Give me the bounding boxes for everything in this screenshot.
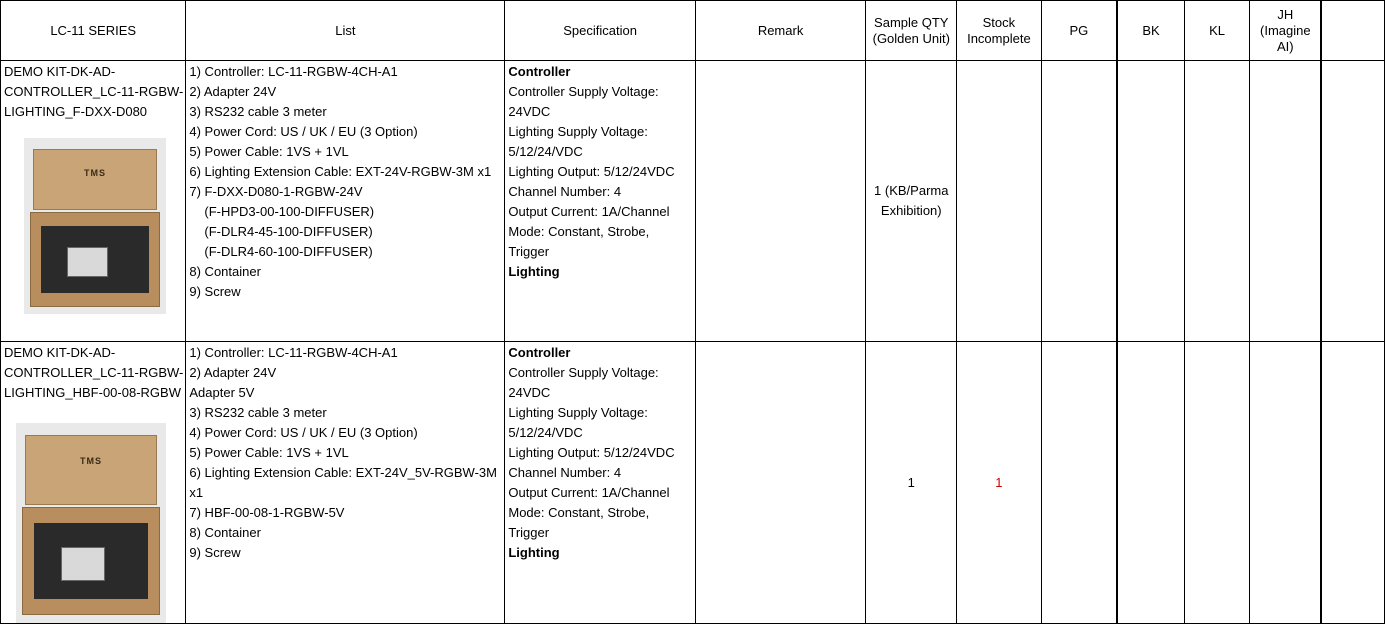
spec-line: Mode: Constant, Strobe, (508, 224, 650, 239)
header-row (1, 1, 1385, 61)
header-sample-qty: Sample QTY (Golden Unit) (866, 1, 957, 61)
list-item: 3) RS232 cable 3 meter (189, 405, 327, 420)
spec-line: Controller Supply Voltage: (508, 84, 659, 99)
header-remark: Remark (695, 1, 865, 61)
product-name-cell (1, 61, 186, 342)
list-item: 6) Lighting Extension Cable: EXT-24V-RGBW-3M x1 (189, 164, 492, 179)
product-name-line: CONTROLLER_LC-11-RGBW- (4, 365, 184, 380)
spec-line: Channel Number: 4 (508, 184, 622, 199)
list-item: 3) RS232 cable 3 meter (189, 104, 327, 119)
spec-line: Trigger (508, 525, 550, 540)
spec-line: 24VDC (508, 104, 551, 119)
spec-line: 5/12/24/VDC (508, 144, 583, 159)
header-series: LC-11 SERIES (1, 1, 186, 61)
list-item: 8) Container (189, 525, 261, 540)
spec-heading: Controller (508, 345, 571, 360)
spec-heading: Controller (508, 64, 571, 79)
header-stock-incomplete: Stock Incomplete (957, 1, 1041, 61)
sample-qty-line: 1 (907, 474, 915, 490)
box-logo: TMS (84, 167, 106, 178)
spec-heading: Lighting (508, 264, 560, 279)
spec-line: Lighting Supply Voltage: (508, 124, 648, 139)
specification-cell (505, 342, 696, 624)
box-device (67, 247, 109, 277)
spec-line: 5/12/24/VDC (508, 425, 583, 440)
product-name-line: LIGHTING_HBF-00-08-RGBW (4, 385, 181, 400)
remark-cell (695, 342, 865, 624)
list-item: 4) Power Cord: US / UK / EU (3 Option) (189, 124, 418, 139)
list-item: x1 (189, 485, 204, 500)
pg-cell (1041, 61, 1117, 342)
header-jh: JH (Imagine AI) (1250, 1, 1321, 61)
bk-cell (1117, 342, 1184, 624)
spec-heading: Lighting (508, 545, 560, 560)
sample-qty-cell (866, 61, 957, 342)
list-item: 6) Lighting Extension Cable: EXT-24V_5V-RGBW-3M (189, 465, 497, 480)
sample-qty-line: Exhibition) (880, 203, 942, 218)
table-row (1, 342, 1385, 624)
bk-cell (1117, 61, 1184, 342)
header-extra (1321, 1, 1384, 61)
sample-qty-cell (866, 342, 957, 624)
spec-line: 24VDC (508, 385, 551, 400)
list-cell (186, 342, 505, 624)
list-item: 9) Screw (189, 284, 241, 299)
list-item: 2) Adapter 24V (189, 84, 277, 99)
header-bk: BK (1117, 1, 1184, 61)
product-name-line: LIGHTING_F-DXX-D080 (4, 104, 148, 119)
header-kl: KL (1184, 1, 1250, 61)
list-item: 1) Controller: LC-11-RGBW-4CH-A1 (189, 345, 398, 360)
spec-line: Lighting Output: 5/12/24VDC (508, 164, 675, 179)
product-name-line: DEMO KIT-DK-AD- (4, 64, 116, 79)
list-item: 2) Adapter 24V (189, 365, 277, 380)
spec-line: Lighting Supply Voltage: (508, 405, 648, 420)
kl-cell (1184, 61, 1250, 342)
list-item: (F-DLR4-60-100-DIFFUSER) (204, 244, 373, 259)
header-list: List (186, 1, 505, 61)
list-item: 5) Power Cable: 1VS + 1VL (189, 144, 349, 159)
list-item: 5) Power Cable: 1VS + 1VL (189, 445, 349, 460)
jh-cell (1250, 61, 1321, 342)
spec-line: Trigger (508, 244, 550, 259)
header-specification: Specification (505, 1, 696, 61)
spec-line: Controller Supply Voltage: (508, 365, 659, 380)
list-item: 8) Container (189, 264, 261, 279)
list-item: 7) F-DXX-D080-1-RGBW-24V (189, 184, 363, 199)
header-pg: PG (1041, 1, 1117, 61)
product-name-cell (1, 342, 186, 624)
stock-incomplete-cell: 1 (957, 342, 1041, 624)
product-photo (16, 423, 166, 623)
stock-incomplete-cell (957, 61, 1041, 342)
list-item: 9) Screw (189, 545, 241, 560)
spec-line: Output Current: 1A/Channel (508, 485, 670, 500)
list-item: 4) Power Cord: US / UK / EU (3 Option) (189, 425, 418, 440)
product-name-line: CONTROLLER_LC-11-RGBW- (4, 84, 184, 99)
pg-cell (1041, 342, 1117, 624)
extra-cell (1321, 61, 1384, 342)
box-logo: TMS (80, 455, 102, 466)
product-photo (24, 138, 166, 314)
extra-cell (1321, 342, 1384, 624)
list-item: (F-HPD3-00-100-DIFFUSER) (204, 204, 375, 219)
spec-line: Lighting Output: 5/12/24VDC (508, 445, 675, 460)
box-lid (33, 149, 158, 211)
list-item: 7) HBF-00-08-1-RGBW-5V (189, 505, 345, 520)
list-item: (F-DLR4-45-100-DIFFUSER) (204, 224, 373, 239)
box-lid (25, 435, 157, 505)
spec-line: Output Current: 1A/Channel (508, 204, 670, 219)
product-name-line: DEMO KIT-DK-AD- (4, 345, 116, 360)
list-item: 1) Controller: LC-11-RGBW-4CH-A1 (189, 64, 398, 79)
remark-cell (695, 61, 865, 342)
list-cell (186, 61, 505, 342)
box-device (61, 547, 105, 581)
specification-cell (505, 61, 696, 342)
spec-line: Channel Number: 4 (508, 465, 622, 480)
spec-line: Mode: Constant, Strobe, (508, 505, 650, 520)
table-row (1, 61, 1385, 342)
list-item: Adapter 5V (189, 385, 255, 400)
kl-cell (1184, 342, 1250, 624)
jh-cell (1250, 342, 1321, 624)
sample-qty-line: 1 (KB/Parma (874, 183, 949, 198)
